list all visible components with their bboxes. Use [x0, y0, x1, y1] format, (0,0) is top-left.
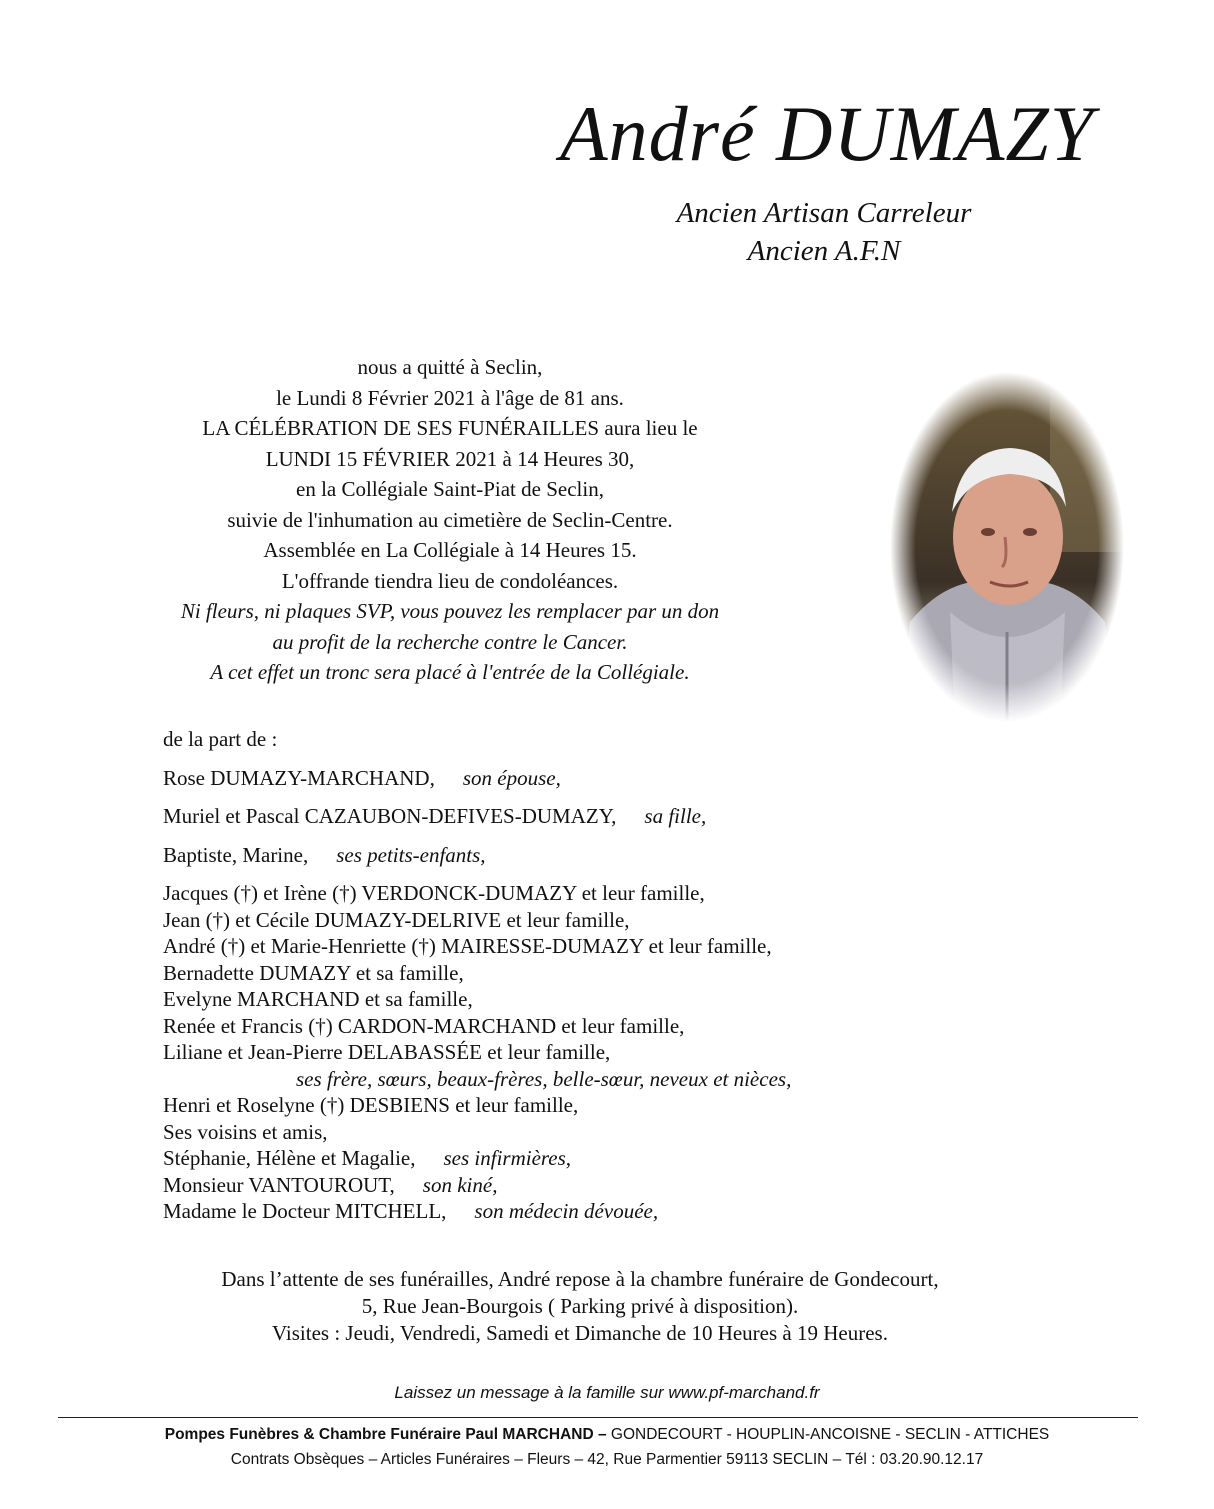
announcement-note: A cet effet un tronc sera placé à l'entrée de la Collégiale. — [210, 660, 690, 684]
member-name: Monsieur VANTOUROUT, — [163, 1172, 395, 1197]
member-relation: ses petits-enfants, — [336, 842, 486, 867]
announcement-line: suivie de l'inhumation au cimetière de Seclin-Centre. — [227, 507, 673, 532]
repose-line: Dans l’attente de ses funérailles, André repose à la chambre funéraire de Gondecourt, — [221, 1267, 939, 1291]
footer-contact: Contrats Obsèques – Articles Funéraires – Fleurs – 42, Rue Parmentier 59113 SECLIN – Tél : 03.20.90.12.17 — [230, 1451, 984, 1468]
deceased-name: André DUMAZY — [560, 90, 1095, 177]
website-message: Laissez un message à la famille sur www.pf-marchand.fr — [394, 1383, 820, 1402]
family-intro: de la part de : — [163, 727, 278, 751]
member-name: Muriel et Pascal CAZAUBON-DEFIVES-DUMAZY, — [163, 804, 617, 828]
announcement-line: nous a quitté à Seclin, — [357, 355, 543, 379]
funeral-announcement — [100, 352, 800, 688]
member-name: Stéphanie, Hélène et Magalie, — [163, 1146, 416, 1170]
announcement-line: LUNDI 15 FÉVRIER 2021 à 14 Heures 30, — [265, 446, 635, 471]
member-name: Rose DUMAZY-MARCHAND, — [163, 765, 435, 790]
sibling-line: Evelyne MARCHAND et sa famille, — [163, 987, 473, 1011]
family-member — [163, 1172, 1063, 1199]
announcement-line: Assemblée en La Collégiale à 14 Heures 15. — [263, 538, 637, 562]
footer-company — [40, 1426, 1174, 1444]
repose-line: 5, Rue Jean-Bourgois ( Parking privé à disposition). — [361, 1294, 799, 1318]
family-member — [163, 842, 1063, 869]
family-member — [163, 1145, 1063, 1172]
announcement-line: L'offrande tiendra lieu de condoléances. — [281, 568, 619, 593]
member-name: Madame le Docteur MITCHELL, — [163, 1199, 447, 1223]
family-member — [163, 765, 1063, 792]
member-relation: son kiné, — [422, 1172, 498, 1197]
announcement-line: LA CÉLÉBRATION DE SES FUNÉRAILLES aura lieu le — [202, 416, 698, 440]
member-relation: sa fille, — [644, 804, 707, 828]
sibling-line: André (†) et Marie-Henriette (†) MAIRESSE-DUMAZY et leur famille, — [163, 934, 772, 958]
neighbors-line: Ses voisins et amis, — [163, 1119, 328, 1144]
family-list — [163, 726, 1063, 1225]
repose-line: Visites : Jeudi, Vendredi, Samedi et Dimanche de 10 Heures à 19 Heures. — [272, 1321, 888, 1345]
footer-divider — [58, 1417, 1138, 1418]
member-relation: son médecin dévouée, — [474, 1199, 659, 1223]
family-member — [163, 803, 1063, 830]
sibling-line: Liliane et Jean-Pierre DELABASSÉE et leur famille, — [163, 1040, 611, 1064]
repose-info — [100, 1266, 1060, 1347]
announcement-note: au profit de la recherche contre le Cancer. — [272, 629, 628, 654]
siblings-relation: ses frère, sœurs, beaux-frères, belle-sœur, neveux et nièces, — [296, 1066, 792, 1091]
portrait-photo — [890, 372, 1124, 722]
sibling-line: Jacques (†) et Irène (†) VERDONCK-DUMAZY et leur famille, — [163, 881, 705, 905]
announcement-note: Ni fleurs, ni plaques SVP, vous pouvez les remplacer par un don — [180, 599, 720, 623]
sibling-line: Renée et Francis (†) CARDON-MARCHAND et leur famille, — [163, 1013, 685, 1038]
family-member — [163, 1198, 1063, 1225]
sibling-line: Jean (†) et Cécile DUMAZY-DELRIVE et leur famille, — [163, 907, 630, 932]
family-member: Henri et Roselyne (†) DESBIENS et leur famille, — [163, 1093, 579, 1117]
member-relation: son épouse, — [462, 765, 561, 790]
announcement-line: en la Collégiale Saint-Piat de Seclin, — [296, 477, 604, 501]
member-name: Baptiste, Marine, — [163, 842, 309, 867]
company-locations: GONDECOURT - HOUPLIN-ANCOISNE - SECLIN - ATTICHES — [606, 1426, 1050, 1443]
company-name: Pompes Funèbres & Chambre Funéraire Paul MARCHAND – — [164, 1426, 607, 1443]
veteran-status: Ancien A.F.N — [747, 235, 901, 267]
announcement-line: le Lundi 8 Février 2021 à l'âge de 81 ans. — [276, 385, 624, 410]
sibling-line: Bernadette DUMAZY et sa famille, — [163, 960, 464, 985]
former-profession: Ancien Artisan Carreleur — [676, 197, 972, 229]
member-relation: ses infirmières, — [443, 1146, 572, 1170]
